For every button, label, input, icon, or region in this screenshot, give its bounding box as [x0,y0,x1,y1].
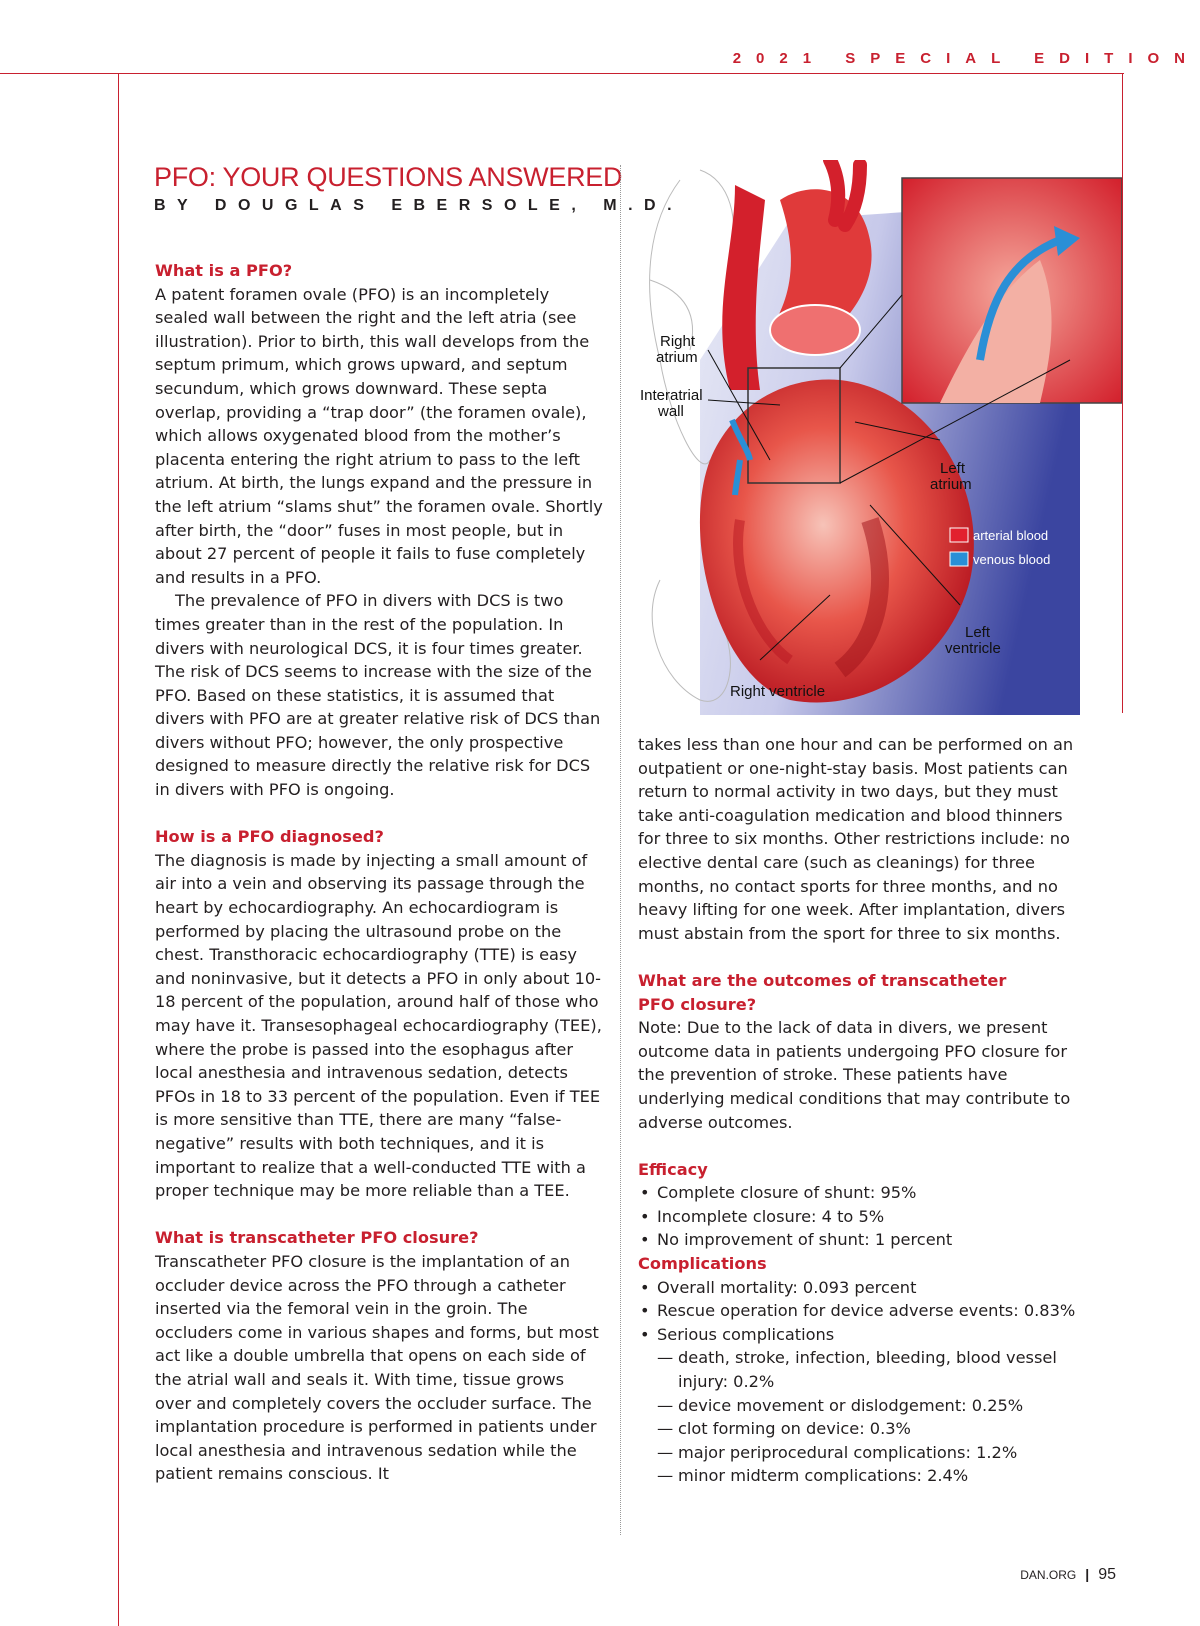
heart-diagram-svg [640,160,1122,715]
footer-separator: | [1085,1566,1090,1582]
heart-illustration [640,160,1122,715]
heading-closure: What is transcatheter PFO closure? [155,1228,479,1248]
heading-outcomes: What are the outcomes of transcatheter [638,970,1007,990]
heading-diagnosed: How is a PFO diagnosed? [155,827,384,847]
heading-complications: Complications [638,1254,767,1274]
heading-efficacy: Efficacy [638,1159,708,1179]
label-left-ventricle: Left [965,624,991,641]
article-byline: BY DOUGLAS EBERSOLE, M.D. [154,197,684,214]
label-interatrial-wall: wall [658,403,684,420]
list-item: • Incomplete closure: 4 to 5% [638,1205,1088,1229]
paragraph: The diagnosis is made by injecting a small amount of air into a vein and observing its passage through the heart by echocardiography. An echocardiogram is performed by placing the ultrasound probe on the chest. Transthoracic echocardiography (TTE) is easy and noninvasive, but it detects a PFO in only about 10-18 percent of the population, around half of those who may have it. Transesophageal echocardiography (TEE), where the probe is passed into the esophagus after local anesthesia and intravenous sedation, detects PFOs in 18 to 33 percent of the population. Even if TEE is more sensitive than TTE, there are many “false-negative” results with both techniques, and it is important to realize that a well-conducted TTE with a proper technique may be more reliable than a TEE. [155,850,602,1201]
heading-what-is-pfo: What is a PFO? [155,261,293,280]
right-column [638,733,1088,1488]
list-item: — death, stroke, infection, bleeding, blood vessel injury: 0.2% [657,1346,1088,1393]
paragraph: The prevalence of PFO in divers with DCS is two times greater than in the rest of the population. In divers with neurological DCS, it is four times greater. The risk of DCS seems to increase with the size of the PFO. Based on these statistics, it is assumed that divers with PFO are at greater relative risk of DCS than divers without PFO; however, the only prospective designed to measure directly the relative risk for DCS in divers with PFO is ongoing. [155,591,601,800]
page-footer [1020,1566,1116,1584]
label-left-atrium: Left [940,460,966,477]
label-right-ventricle: Right ventricle [730,683,826,700]
complications-list [638,1276,1088,1347]
list-item: — minor midterm complications: 2.4% [657,1464,1088,1488]
legend-label-venous: venous blood [973,552,1051,567]
edition-label: 2021 SPECIAL EDITION [732,50,1200,67]
label-left-atrium: atrium [930,476,972,493]
arteries [830,160,860,225]
label-interatrial-wall: Interatrial [640,387,703,404]
list-item: • Overall mortality: 0.093 percent [638,1276,1088,1300]
list-item: • No improvement of shunt: 1 percent [638,1228,1088,1252]
list-item: — device movement or dislodgement: 0.25% [657,1394,1088,1418]
valve-ring [770,305,860,355]
paragraph: takes less than one hour and can be performed on an outpatient or one-night-stay basis. Most patients can return to normal activity in two days, but they must take anti-coagulation medication and blood thinners for three to six months. Other restrictions include: no elective dental care (such as cleanings) for three months, no contact sports for three months, and no heavy lifting for one week. After implantation, divers must abstain from the sport for three to six months. [638,735,1074,943]
serious-complications-list [638,1346,1088,1488]
footer-site: DAN.ORG [1020,1568,1077,1582]
label-left-ventricle: ventricle [945,640,1001,657]
article-title: PFO: YOUR QUESTIONS ANSWERED [154,162,623,192]
left-rule [118,73,119,1626]
left-column [155,259,605,1486]
list-item: — major periprocedural complications: 1.2% [657,1441,1088,1465]
paragraph: Transcatheter PFO closure is the implantation of an occluder device across the PFO through a catheter inserted via the femoral vein in the groin. The occluders come in various shapes and forms, but most act like a double umbrella that opens on each side of the atrial wall and seals it. With time, tissue grows over and completely covers the occluder surface. The implantation procedure is performed in patients under local anesthesia and intravenous sedation while the patient remains conscious. It [155,1251,599,1484]
legend-swatch-arterial [950,528,968,542]
heading-outcomes: PFO closure? [638,994,757,1014]
list-item: • Complete closure of shunt: 95% [638,1181,1088,1205]
list-item: • Serious complications [638,1323,1088,1347]
efficacy-list [638,1181,1088,1252]
paragraph: Note: Due to the lack of data in divers, we present outcome data in patients undergoing PFO closure for the prevention of stroke. These patients have underlying medical conditions that may contribute to adverse outcomes. [638,1018,1071,1132]
list-item: • Rescue operation for device adverse events: 0.83% [638,1299,1088,1323]
column-divider [620,165,621,1535]
header-rule [0,73,1124,74]
paragraph: A patent foramen ovale (PFO) is an incompletely sealed wall between the right and the left atria (see illustration). Prior to birth, this wall develops from the septum primum, which grows upward, and septum secundum, which grows downward. These septa overlap, providing a “trap door” (the foramen ovale), which allows oxygenated blood from the mother’s placenta entering the right atrium to pass to the left atrium. At birth, the lungs expand and the pressure in the left atrium “slams shut” the foramen ovale. Shortly after birth, the “door” fuses in most people, but in about 27 percent of people it fails to fuse completely and results in a PFO. [155,284,603,587]
legend-label-arterial: arterial blood [973,528,1049,543]
label-right-atrium: atrium [656,349,698,366]
right-rule [1122,73,1123,713]
page-number: 95 [1098,1566,1116,1583]
list-item: — clot forming on device: 0.3% [657,1417,1088,1441]
legend-swatch-venous [950,552,968,566]
label-right-atrium: Right [660,333,696,350]
